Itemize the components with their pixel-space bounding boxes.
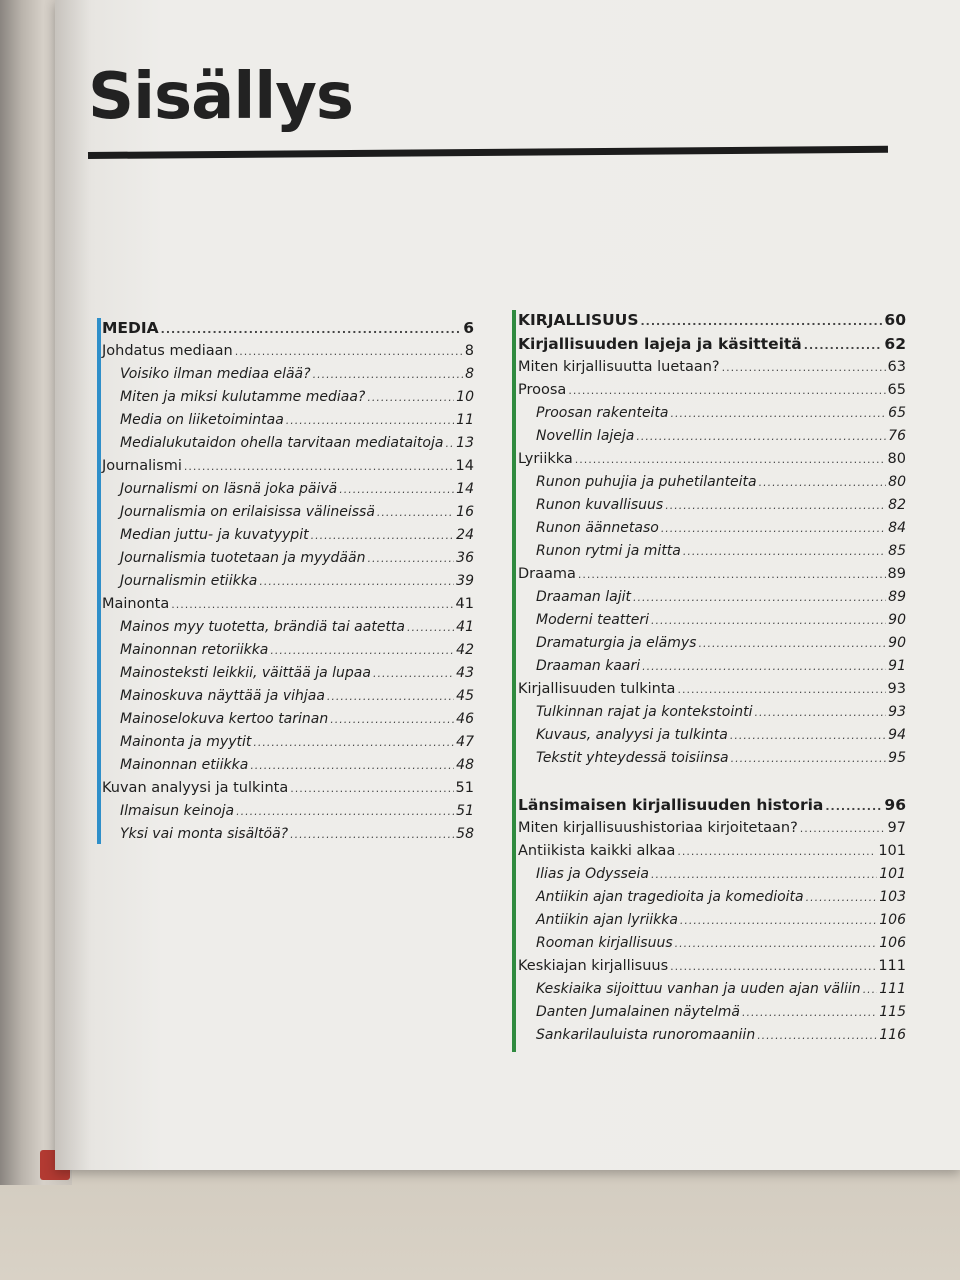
toc-column-kirjallisuus [518,308,906,1047]
toc-leader-dots [235,340,463,363]
toc-page-number: 13 [456,435,474,451]
toc-leader-dots [290,777,453,800]
toc-entry-title: Runon rytmi ja mitta [536,543,681,559]
toc-entry-title: Draaman kaari [536,658,641,674]
toc-chapter-entry[interactable] [518,817,906,840]
toc-leader-dots [641,310,883,334]
toc-entry-title: Antiikista kaikki alkaa [518,843,676,859]
toc-subchapter-entry[interactable] [518,517,906,540]
toc-page-number: 82 [888,497,906,513]
toc-leader-dots [290,823,454,846]
toc-entry-title: Antiikin ajan tragedioita ja komedioita [536,889,804,905]
toc-page-number: 46 [456,711,474,727]
toc-entry-title: Proosan rakenteita [536,405,669,421]
toc-leader-dots [578,563,886,586]
toc-leader-dots [651,609,886,632]
toc-subchapter-entry[interactable] [102,478,474,501]
toc-leader-dots [311,524,455,547]
toc-entry-title: Journalismin etiikka [120,573,258,589]
toc-leader-dots [161,318,462,342]
toc-entry-title: Draama [518,566,576,582]
toc-leader-dots [804,334,883,358]
toc-page-number: 90 [888,635,906,651]
toc-leader-dots [236,800,454,823]
toc-subchapter-entry[interactable] [518,701,906,724]
toc-leader-dots [680,909,877,932]
toc-entry-title: Tulkinnan rajat ja kontekstointi [536,704,753,720]
toc-page-number: 103 [879,889,906,905]
toc-page-number: 51 [455,780,474,796]
toc-page-number: 106 [879,912,906,928]
toc-leader-dots [677,840,876,863]
toc-leader-dots [730,724,886,747]
toc-entry-title: Runon puhujia ja puhetilanteita [536,474,757,490]
toc-page-number: 39 [456,573,474,589]
toc-leader-dots [636,425,886,448]
toc-page-number: 65 [888,405,906,421]
toc-entry-title: Median juttu- ja kuvatyypit [120,527,309,543]
toc-leader-dots [661,517,886,540]
toc-entry-title: Johdatus mediaan [102,343,233,359]
toc-chapter-entry[interactable] [102,777,474,800]
toc-spacer [518,770,906,793]
toc-entry-title: Media on liiketoimintaa [120,412,284,428]
toc-leader-dots [825,795,882,819]
toc-subchapter-entry[interactable] [102,547,474,570]
toc-subchapter-entry[interactable] [518,494,906,517]
toc-leader-dots [373,662,454,685]
toc-chapter-entry[interactable] [518,840,906,863]
toc-entry-title: Mainos myy tuotetta, brändiä tai aatetta [120,619,406,635]
toc-leader-dots [253,731,454,754]
toc-page-number: 16 [456,504,474,520]
toc-subchapter-entry[interactable] [102,616,474,639]
toc-page-number: 97 [887,820,906,836]
toc-leader-dots [642,655,886,678]
toc-leader-dots [575,448,886,471]
toc-page-number: 58 [456,826,474,842]
toc-page-number: 93 [888,704,906,720]
toc-page-number: 76 [888,428,906,444]
toc-entry-title: Novellin lajeja [536,428,635,444]
toc-page-number: 60 [884,311,906,329]
toc-subchapter-entry[interactable] [518,747,906,770]
toc-subchapter-entry[interactable] [518,471,906,494]
toc-subchapter-entry[interactable] [102,386,474,409]
toc-entry-title: Lyriikka [518,451,573,467]
toc-leader-dots [407,616,454,639]
toc-subchapter-entry[interactable] [518,932,906,955]
toc-page-number: 111 [879,981,906,997]
toc-section-heading[interactable] [518,332,906,356]
toc-entry-title: Miten kirjallisuutta luetaan? [518,359,720,375]
toc-entry-title: Keskiajan kirjallisuus [518,958,669,974]
toc-page-number: 42 [456,642,474,658]
toc-entry-title: Länsimaisen kirjallisuuden historia [518,796,824,814]
toc-page-number: 80 [887,451,906,467]
toc-leader-dots [330,708,454,731]
toc-leader-dots [377,501,454,524]
toc-chapter-entry[interactable] [102,455,474,478]
toc-page-number: 48 [456,757,474,773]
toc-page-number: 6 [463,319,474,337]
toc-entry-title: Kirjallisuuden lajeja ja käsitteitä [518,335,802,353]
toc-page-number: 111 [878,958,906,974]
toc-entry-title: Mainonta ja myytit [120,734,252,750]
toc-leader-dots [259,570,454,593]
toc-entry-title: Runon kuvallisuus [536,497,664,513]
toc-leader-dots [683,540,886,563]
toc-section-heading[interactable] [102,316,474,340]
toc-subchapter-entry[interactable] [102,570,474,593]
toc-entry-title: Mainonnan retoriikka [120,642,269,658]
toc-subchapter-entry[interactable] [102,501,474,524]
toc-subchapter-entry[interactable] [102,662,474,685]
toc-leader-dots [800,817,886,840]
toc-entry-title: Draaman lajit [536,589,631,605]
toc-leader-dots [863,978,878,1001]
toc-entry-title: Mainosteksti leikkii, väittää ja lupaa [120,665,371,681]
toc-leader-dots [184,455,454,478]
toc-page-number: 11 [456,412,474,428]
toc-page-number: 14 [456,481,474,497]
toc-entry-title: Medialukutaidon ohella tarvitaan mediataitoja [120,435,444,451]
toc-entry-title: Tekstit yhteydessä toisiinsa [536,750,729,766]
toc-leader-dots [568,379,885,402]
toc-leader-dots [445,432,454,455]
toc-leader-dots [286,409,454,432]
toc-chapter-entry[interactable] [518,678,906,701]
toc-entry-title: Proosa [518,382,567,398]
toc-chapter-entry[interactable] [518,356,906,379]
toc-entry-title: Mainonnan etiikka [120,757,249,773]
toc-entry-title: Dramaturgia ja elämys [536,635,697,651]
toc-leader-dots [806,886,878,909]
toc-subchapter-entry[interactable] [102,524,474,547]
toc-page-number: 14 [455,458,474,474]
toc-leader-dots [757,1024,877,1047]
toc-page-number: 8 [465,366,474,382]
toc-chapter-entry[interactable] [518,379,906,402]
toc-page-number: 63 [887,359,906,375]
toc-page-number: 47 [456,734,474,750]
toc-subchapter-entry[interactable] [518,1024,906,1047]
toc-subchapter-entry[interactable] [102,823,474,846]
toc-subchapter-entry[interactable] [102,800,474,823]
toc-page-number: 80 [888,474,906,490]
toc-entry-title: Mainoselokuva kertoo tarinan [120,711,329,727]
toc-page-number: 106 [879,935,906,951]
toc-subchapter-entry[interactable] [102,731,474,754]
toc-entry-title: Miten kirjallisuushistoriaa kirjoitetaan? [518,820,798,836]
section-accent-bar [512,310,516,1052]
toc-subchapter-entry[interactable] [102,432,474,455]
toc-subchapter-entry[interactable] [518,586,906,609]
toc-subchapter-entry[interactable] [518,863,906,886]
toc-page-number: 96 [884,796,906,814]
toc-subchapter-entry[interactable] [518,540,906,563]
toc-entry-title: Miten ja miksi kulutamme mediaa? [120,389,366,405]
toc-page-number: 90 [888,612,906,628]
toc-leader-dots [675,932,878,955]
toc-leader-dots [313,363,464,386]
toc-leader-dots [327,685,454,708]
toc-subchapter-entry[interactable] [518,909,906,932]
toc-subchapter-entry[interactable] [518,655,906,678]
toc-page-number: 8 [464,343,474,359]
toc-page-number: 36 [456,550,474,566]
toc-page-number: 84 [888,520,906,536]
toc-entry-title: Journalismi [102,458,182,474]
toc-chapter-entry[interactable] [518,448,906,471]
toc-page-number: 93 [887,681,906,697]
toc-leader-dots [759,471,887,494]
toc-leader-dots [665,494,886,517]
toc-entry-title: Runon äännetaso [536,520,659,536]
toc-page-number: 101 [879,866,906,882]
toc-chapter-entry[interactable] [102,340,474,363]
toc-subchapter-entry[interactable] [518,402,906,425]
toc-subchapter-entry[interactable] [518,724,906,747]
toc-page-number: 10 [456,389,474,405]
toc-leader-dots [633,586,886,609]
toc-leader-dots [367,386,454,409]
toc-page-number: 95 [888,750,906,766]
toc-subchapter-entry[interactable] [518,1001,906,1024]
toc-chapter-entry[interactable] [518,563,906,586]
toc-subchapter-entry[interactable] [102,708,474,731]
section-accent-bar [97,318,101,844]
toc-leader-dots [651,863,877,886]
toc-subchapter-entry[interactable] [102,685,474,708]
toc-entry-title: Antiikin ajan lyriikka [536,912,678,928]
toc-entry-title: Moderni teatteri [536,612,650,628]
toc-subchapter-entry[interactable] [518,978,906,1001]
toc-page-number: 115 [879,1004,906,1020]
toc-leader-dots [270,639,454,662]
toc-section-heading[interactable] [518,308,906,332]
toc-page-number: 116 [879,1027,906,1043]
toc-entry-title: Voisiko ilman mediaa elää? [120,366,311,382]
toc-page-number: 91 [888,658,906,674]
toc-subchapter-entry[interactable] [102,639,474,662]
toc-page-number: 85 [888,543,906,559]
toc-entry-title: Journalismi on läsnä joka päivä [120,481,338,497]
toc-entry-title: Sankarilauluista runoromaaniin [536,1027,756,1043]
toc-entry-title: Danten Jumalainen näytelmä [536,1004,740,1020]
toc-entry-title: KIRJALLISUUS [518,311,639,329]
toc-leader-dots [731,747,887,770]
toc-leader-dots [677,678,885,701]
toc-page-number: 62 [884,335,906,353]
toc-page-number: 41 [455,596,474,612]
toc-leader-dots [698,632,886,655]
toc-page-number: 41 [456,619,474,635]
page-title: Sisällys [88,60,353,134]
toc-entry-title: Mainoskuva näyttää ja vihjaa [120,688,325,704]
toc-page-number: 43 [456,665,474,681]
toc-list [102,316,474,846]
toc-leader-dots [339,478,454,501]
toc-subchapter-entry[interactable] [518,886,906,909]
toc-page-number: 24 [456,527,474,543]
toc-leader-dots [742,1001,877,1024]
toc-page-number: 101 [878,843,906,859]
toc-entry-title: Kuvan analyysi ja tulkinta [102,780,289,796]
toc-entry-title: MEDIA [102,319,159,337]
toc-chapter-entry[interactable] [102,593,474,616]
toc-entry-title: Kuvaus, analyysi ja tulkinta [536,727,728,743]
toc-entry-title: Ilmaisun keinoja [120,803,235,819]
toc-entry-title: Yksi vai monta sisältöä? [120,826,289,842]
toc-leader-dots [671,402,887,425]
toc-entry-title: Ilias ja Odysseia [536,866,650,882]
toc-leader-dots [754,701,886,724]
toc-leader-dots [722,356,886,379]
toc-page-number: 94 [888,727,906,743]
toc-subchapter-entry[interactable] [518,609,906,632]
toc-subchapter-entry[interactable] [102,754,474,777]
toc-entry-title: Journalismia on erilaisissa välineissä [120,504,375,520]
toc-subchapter-entry[interactable] [102,363,474,386]
toc-entry-title: Rooman kirjallisuus [536,935,673,951]
toc-page-number: 65 [887,382,906,398]
toc-subchapter-entry[interactable] [518,425,906,448]
toc-entry-title: Journalismia tuotetaan ja myydään [120,550,366,566]
toc-subchapter-entry[interactable] [518,632,906,655]
toc-leader-dots [250,754,454,777]
toc-page-number: 89 [888,589,906,605]
toc-leader-dots [367,547,454,570]
toc-leader-dots [670,955,876,978]
toc-subchapter-entry[interactable] [102,409,474,432]
toc-entry-title: Kirjallisuuden tulkinta [518,681,676,697]
toc-page-number: 45 [456,688,474,704]
toc-page-number: 89 [887,566,906,582]
toc-page-number: 51 [456,803,474,819]
toc-leader-dots [171,593,453,616]
toc-section-heading[interactable] [518,793,906,817]
toc-column-media [102,316,474,846]
toc-chapter-entry[interactable] [518,955,906,978]
toc-entry-title: Keskiaika sijoittuu vanhan ja uuden ajan väliin [536,981,861,997]
toc-list [518,308,906,1047]
toc-entry-title: Mainonta [102,596,170,612]
